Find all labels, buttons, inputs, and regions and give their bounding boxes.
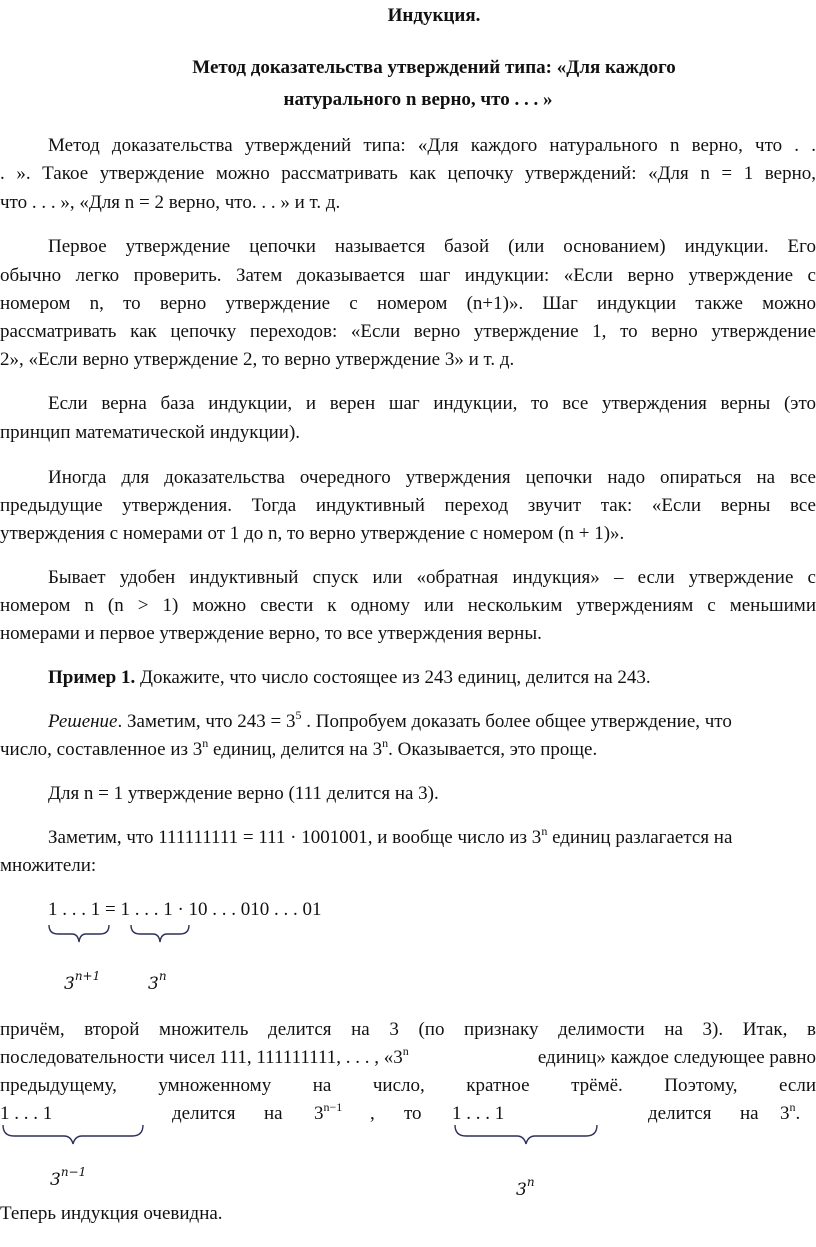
note-line-2: множители:	[0, 855, 97, 876]
factorization-formula: 1 . . . 1 = 1 . . . 1 · 10 . . . 010 . . . 01	[48, 899, 322, 920]
paragraph-6-line-4-w2: делится	[172, 1103, 236, 1124]
paragraph-6-line-4-w8: делится	[648, 1103, 712, 1124]
paragraph-2-line-4: рассматривать как цепочку переходов: «Если верно утверждение 1, то верно утверждение	[0, 321, 816, 342]
paragraph-4-line-2: предыдущие утверждения. Тогда индуктивный переход звучит так: «Если верны все	[0, 495, 816, 516]
example-1	[48, 666, 651, 690]
paragraph-6-line-4-w4: $3^{n-1}$	[314, 1100, 343, 1124]
subtitle-line-2: натурального n верно, что . . . »	[283, 89, 553, 110]
base-case: Для n = 1 утверждение верно (111 делится на 3).	[48, 783, 439, 804]
page-title: Индукция.	[387, 5, 481, 26]
paragraph-4-line-3: утверждения с номерами от 1 до n, то верно утверждение с номером (n + 1)».	[0, 523, 625, 544]
paragraph-6-line-2: последовательности чисел 111, 111111111, . . . , «3$^n$ единиц» каждое следующее равно	[0, 1044, 816, 1068]
example-label: Пример 1.	[48, 667, 136, 688]
subtitle-line-1: Метод доказательства утверждений типа: «Для каждого	[192, 57, 676, 78]
solution-line-2: число, составленное из 3$^n$ единиц, делится на 3$^n$. Оказывается, это проще.	[0, 736, 598, 760]
paragraph-6-line-4-w3: на	[264, 1103, 283, 1124]
note-line-1: Заметим, что 111111111 = 111 · 1001001, и вообще число из 3$^n$ единиц разлагается на	[48, 824, 733, 848]
paragraph-2-line-1: Первое утверждение цепочки называется базой (или основанием) индукции. Его	[48, 236, 816, 257]
paragraph-2-line-3: номером n, то верно утверждение с номером (n+1)». Шаг индукции также можно	[0, 293, 816, 314]
paragraph-2-line-5: 2», «Если верно утверждение 2, то верно утверждение 3» и т. д.	[0, 349, 515, 370]
underbrace-3	[2, 1124, 144, 1148]
example-text: Докажите, что число состоящее из 243 единиц, делится на 243.	[135, 667, 651, 688]
paragraph-1-line-1: Метод доказательства утверждений типа: «Для каждого натурального n верно, что . .	[48, 135, 816, 156]
paragraph-6-line-4-w10: 3$^n$.	[780, 1100, 801, 1124]
underbrace-4-label: 3$^n$	[516, 1175, 535, 1200]
paragraph-5-line-2: номером n (n > 1) можно свести к одному или нескольким утверждениям с меньшими	[0, 595, 816, 616]
underbrace-1-label: $3^{n+1}$	[64, 969, 101, 994]
paragraph-5-line-1: Бывает удобен индуктивный спуск или «обратная индукция» – если утверждение с	[48, 567, 816, 588]
paragraph-1-line-2: . ». Такое утверждение можно рассматривать как цепочку утверждений: «Для n = 1 верно,	[0, 163, 816, 184]
paragraph-4-line-1: Иногда для доказательства очередного утверждения цепочки надо опираться на все	[48, 467, 816, 488]
paragraph-6-line-4-w7: 1 . . . 1	[452, 1103, 505, 1124]
paragraph-3-line-1: Если верна база индукции, и верен шаг индукции, то все утверждения верны (это	[48, 393, 816, 414]
underbrace-1	[48, 924, 110, 946]
solution-label: Решение	[48, 711, 118, 732]
paragraph-6-line-3: предыдущему, умноженному на число, кратное трёмё. Поэтому, если	[0, 1075, 816, 1096]
paragraph-5-line-3: номерами и первое утверждение верно, то все утверждения верны.	[0, 623, 542, 644]
paragraph-6-line-4-w5: ,	[370, 1103, 375, 1124]
underbrace-4	[454, 1124, 598, 1148]
underbrace-2	[130, 924, 190, 946]
paragraph-3-line-2: принцип математической индукции).	[0, 422, 301, 443]
solution-line-1: Решение. Заметим, что $243 = 3^5$ . Попробуем доказать более общее утверждение, что	[48, 708, 732, 732]
underbrace-3-label: $3^{n-1}$	[50, 1165, 87, 1190]
paragraph-6-line-4-w9: на	[740, 1103, 759, 1124]
paragraph-6-line-1: причём, второй множитель делится на 3 (по признаку делимости на 3). Итак, в	[0, 1019, 816, 1040]
paragraph-2-line-2: обычно легко проверить. Затем доказывается шаг индукции: «Если верно утверждение с	[0, 265, 816, 286]
underbrace-2-label: 3$^n$	[148, 969, 167, 994]
paragraph-6-line-4-w1: 1 . . . 1	[0, 1103, 53, 1124]
paragraph-1-line-3: что . . . », «Для n = 2 верно, что. . . » и т. д.	[0, 192, 341, 213]
conclusion: Теперь индукция очевидна.	[0, 1203, 223, 1224]
paragraph-6-line-4-w6: то	[404, 1103, 422, 1124]
